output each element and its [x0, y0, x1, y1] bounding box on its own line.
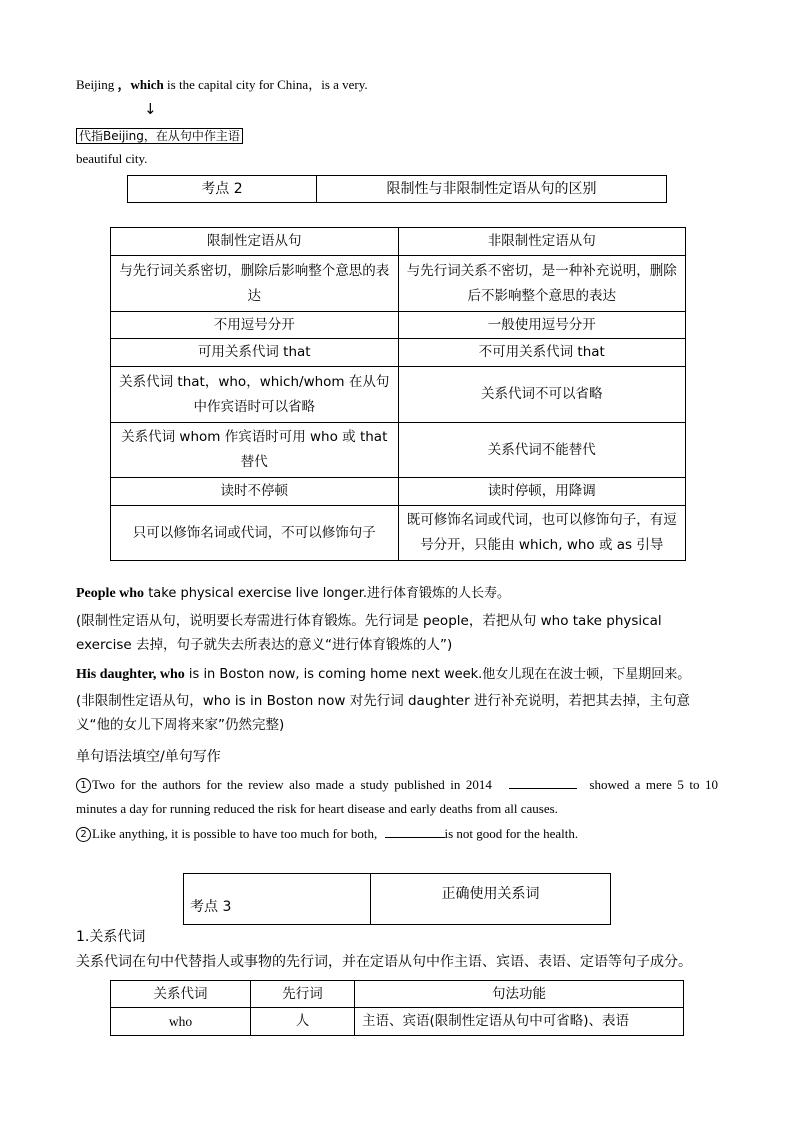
- point2-label: 考点 2: [128, 176, 317, 203]
- table-row: [111, 339, 686, 367]
- point2-title: 限制性与非限制性定语从句的区别: [317, 176, 667, 203]
- intro-comma-2: ，: [308, 78, 322, 93]
- table-cell: 关系代词不可以省略: [398, 367, 686, 423]
- q1-blank[interactable]: [509, 788, 577, 789]
- pronoun-header-pronoun: 关系代词: [111, 981, 251, 1008]
- table-cell: 可用关系代词 that: [111, 339, 399, 367]
- intro-note-box: [76, 127, 243, 145]
- table-row: [111, 1008, 684, 1036]
- down-arrow-icon: ↓: [144, 100, 157, 118]
- intro-line-1: [76, 76, 368, 95]
- example1-sentence: [76, 584, 716, 604]
- pronoun-header-antecedent: 先行词: [251, 981, 355, 1008]
- example1-rest: take physical exercise live longer.进行体育锻炼的人长寿。: [144, 586, 511, 601]
- intro-predicate: is a very.: [321, 77, 368, 92]
- table-cell: 主语、宾语(限制性定语从句中可省略)、表语: [355, 1008, 684, 1036]
- pronoun-header-row: [111, 981, 684, 1008]
- question-number-1: 1: [76, 778, 91, 793]
- intro-beijing: Beijing: [76, 77, 115, 92]
- section1-desc: 关系代词在句中代替指人或事物的先行词，并在定语从句中作主语、宾语、表语、定语等句子成分。: [76, 954, 692, 970]
- intro-note: 代指Beijing，在从句中作主语: [76, 128, 243, 144]
- q2-text-b: is not good for the health.: [444, 826, 579, 841]
- example1-bold: People who: [76, 586, 145, 601]
- q1-text-b: showed a mere 5 to 10 minutes a day for running reduced the risk for heart disease and early deaths from all causes.: [76, 777, 719, 816]
- q2-text-a: Like anything, it is possible to have too much for both,: [92, 826, 378, 841]
- table-row: [111, 312, 686, 339]
- table-cell: 与先行词关系密切，删除后影响整个意思的表达: [111, 256, 399, 312]
- compare-header-restrictive: 限制性定语从句: [111, 228, 399, 256]
- compare-table: [110, 227, 686, 561]
- intro-line-2: beautiful city.: [76, 151, 148, 166]
- table-cell: 既可修饰名词或代词，也可以修饰句子，有逗号分开，只能由 which, who 或 as 引导: [398, 506, 686, 561]
- point3-title: 正确使用关系词: [371, 874, 611, 925]
- exercise-question-1: [76, 773, 718, 821]
- table-cell: 不用逗号分开: [111, 312, 399, 339]
- table-cell: 读时不停顿: [111, 478, 399, 506]
- table-cell: 关系代词 whom 作宾语时可用 who 或 that 替代: [111, 423, 399, 478]
- table-cell: who: [111, 1008, 251, 1036]
- q1-text-a: Two for the authors for the review also made a study published in 2014: [92, 777, 492, 792]
- compare-header-row: [111, 228, 686, 256]
- example2-bold: His daughter, who: [76, 667, 185, 682]
- table-cell: 读时停顿，用降调: [398, 478, 686, 506]
- example2-sentence: [76, 665, 716, 685]
- table-cell: 只可以修饰名词或代词，不可以修饰句子: [111, 506, 399, 561]
- pronoun-table: [110, 980, 684, 1036]
- example1-explain: (限制性定语从句，说明要长寿需进行体育锻炼。先行词是 people，若把从句 who take physical exercise 去掉，句子就失去所表达的意义“进行体育锻炼的人”): [76, 613, 662, 653]
- section1-heading: 1.关系代词: [76, 929, 146, 945]
- table-row: [111, 256, 686, 312]
- intro-clause: is the capital city for China: [167, 77, 309, 92]
- pronoun-header-function: 句法功能: [355, 981, 684, 1008]
- table-cell: 不可用关系代词 that: [398, 339, 686, 367]
- table-cell: 一般使用逗号分开: [398, 312, 686, 339]
- example2-explain: (非限制性定语从句，who is in Boston now 对先行词 daughter 进行补充说明，若把其去掉，主句意义“他的女儿下周将来家”仍然完整): [76, 693, 690, 733]
- table-row: [111, 423, 686, 478]
- table-cell: 与先行词关系不密切，是一种补充说明，删除后不影响整个意思的表达: [398, 256, 686, 312]
- intro-which: which: [130, 77, 164, 92]
- table-row: [111, 506, 686, 561]
- point3-label: 考点 3: [184, 874, 371, 925]
- table-row: [111, 367, 686, 423]
- compare-header-nonrestrictive: 非限制性定语从句: [398, 228, 686, 256]
- exercise-heading: 单句语法填空/单句写作: [76, 749, 221, 765]
- intro-comma-1: ，: [117, 78, 131, 93]
- point2-box: [127, 175, 667, 203]
- table-cell: 人: [251, 1008, 355, 1036]
- point3-box: [183, 873, 611, 925]
- q2-blank[interactable]: [385, 837, 445, 838]
- exercise-question-2: [76, 822, 718, 846]
- example2-rest: is in Boston now, is coming home next week.他女儿现在在波士顿，下星期回来。: [184, 667, 691, 682]
- question-number-2: 2: [76, 827, 91, 842]
- table-cell: 关系代词 that，who，which/whom 在从句中作宾语时可以省略: [111, 367, 399, 423]
- table-row: [111, 478, 686, 506]
- table-cell: 关系代词不能替代: [398, 423, 686, 478]
